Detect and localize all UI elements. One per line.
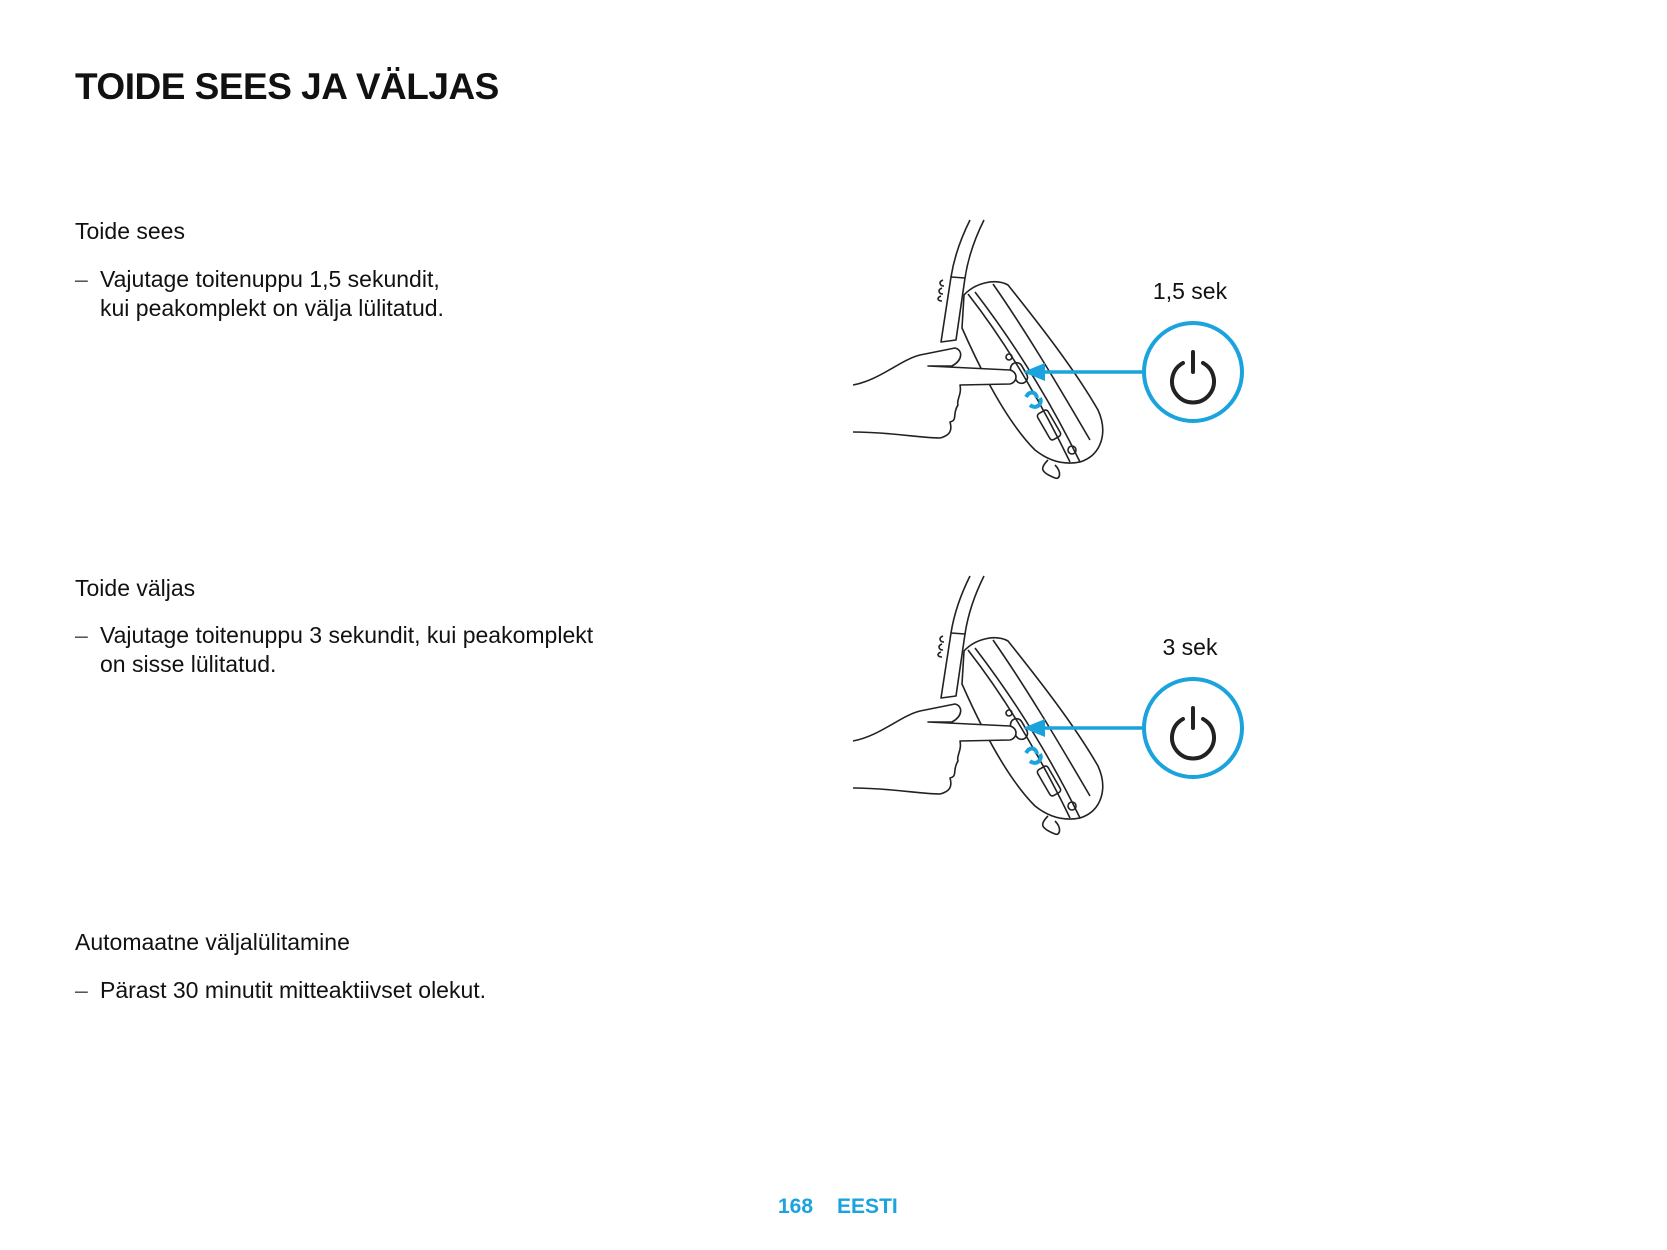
auto-off-instruction [75, 976, 486, 1005]
bullet-dash: – [75, 266, 88, 292]
arrow-icon [1023, 363, 1143, 381]
press-duration-label: 1,5 sek [1152, 278, 1228, 304]
bullet-dash: – [75, 977, 88, 1003]
page-footer [778, 1195, 922, 1219]
page-title: TOIDE SEES JA VÄLJAS [75, 66, 499, 107]
press-duration-label: 3 sek [1162, 634, 1218, 660]
instruction-line: Vajutage toitenuppu 3 sekundit, kui peakomplekt [100, 622, 594, 648]
instruction-line: kui peakomplekt on välja lülitatud. [100, 295, 444, 321]
headset-hand-illustration [840, 200, 1280, 500]
page-number: 168 [778, 1195, 814, 1218]
logitech-g-logo [1026, 393, 1041, 407]
language-label: EESTI [837, 1195, 898, 1218]
section-heading-power-off: Toide väljas [75, 575, 196, 601]
arrow-icon [1023, 719, 1143, 737]
power-off-illustration [840, 556, 1280, 856]
power-off-instruction [75, 621, 593, 679]
instruction-line: on sisse lülitatud. [100, 651, 277, 677]
headset-hand-illustration [840, 556, 1280, 856]
section-heading-auto-off: Automaatne väljalülitamine [75, 929, 350, 955]
instruction-line: Pärast 30 minutit mitteaktiivset olekut. [100, 977, 487, 1003]
bullet-dash: – [75, 622, 88, 648]
logitech-g-logo [1026, 749, 1041, 763]
instruction-line: Vajutage toitenuppu 1,5 sekundit, [100, 266, 440, 292]
section-heading-power-on: Toide sees [75, 218, 185, 244]
power-on-illustration [840, 200, 1280, 500]
power-on-instruction [75, 265, 444, 323]
